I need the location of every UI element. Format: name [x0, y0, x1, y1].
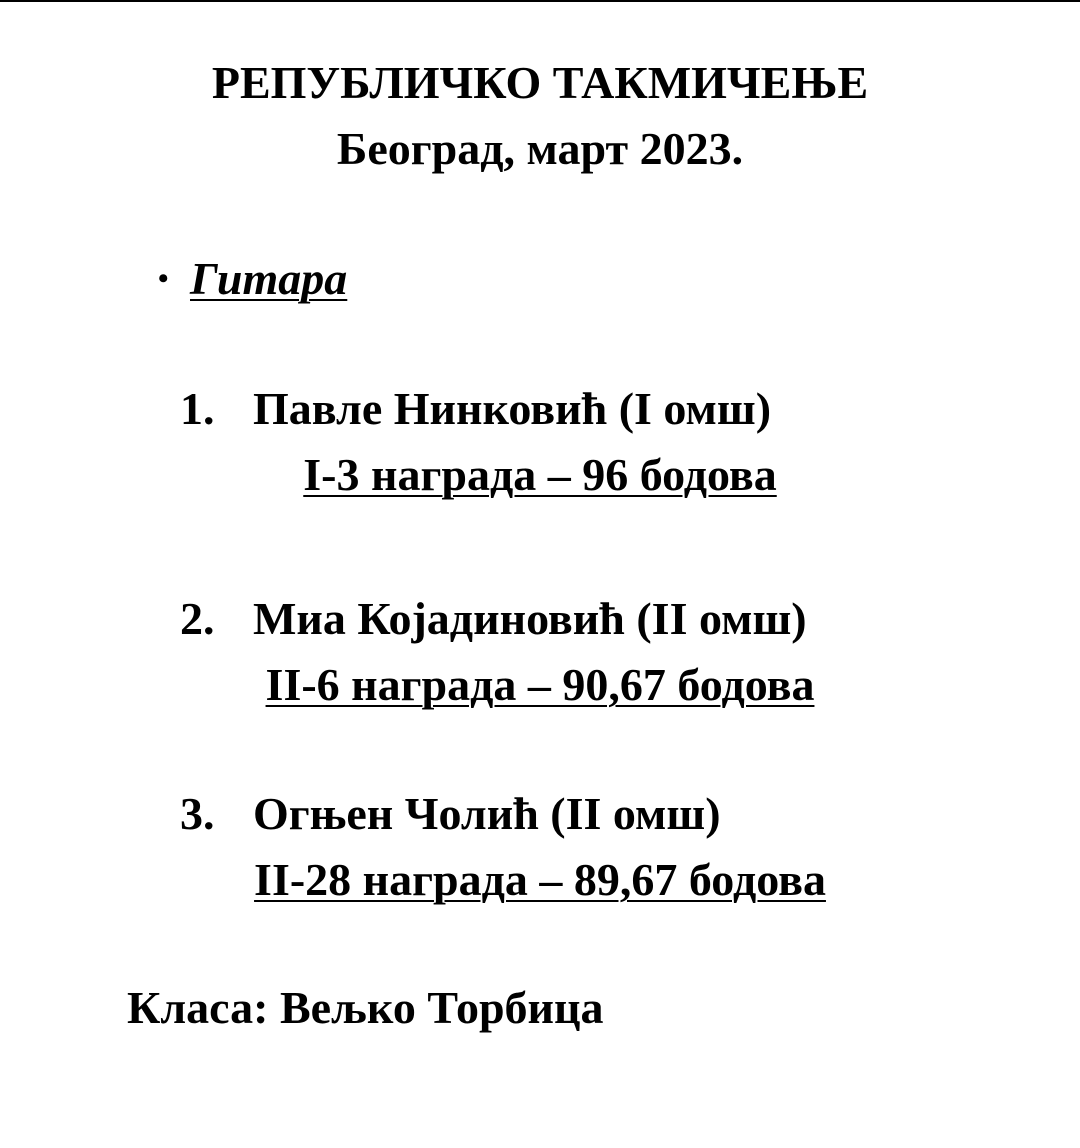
result-entry	[180, 786, 721, 842]
document-title: РЕПУБЛИЧКО ТАКМИЧЕЊЕ	[211, 57, 869, 108]
entry-award	[0, 657, 1080, 713]
entry-award-text: II-28 награда – 89,67 бодова	[254, 854, 826, 905]
result-entry	[180, 381, 771, 437]
document-subtitle: Београд, март 2023.	[336, 123, 744, 174]
section-label: Гитара	[190, 253, 348, 304]
entry-name: Миа Којадиновић (II омш)	[253, 593, 807, 644]
entry-award	[0, 447, 1080, 503]
bullet-icon: •	[158, 262, 169, 295]
entry-number: 1.	[180, 383, 215, 434]
section-heading	[158, 251, 347, 307]
entry-name: Павле Нинковић (I омш)	[253, 383, 772, 434]
entry-number: 2.	[180, 593, 215, 644]
result-entry	[180, 591, 807, 647]
entry-award	[0, 852, 1080, 908]
entry-number: 3.	[180, 788, 215, 839]
entry-award-text: II-6 награда – 90,67 бодова	[265, 659, 815, 710]
entry-name: Огњен Чолић (II омш)	[253, 788, 721, 839]
top-border	[0, 0, 1080, 2]
class-teacher: Класа: Вељко Торбица	[127, 982, 604, 1033]
entry-award-text: I-3 награда – 96 бодова	[303, 449, 777, 500]
